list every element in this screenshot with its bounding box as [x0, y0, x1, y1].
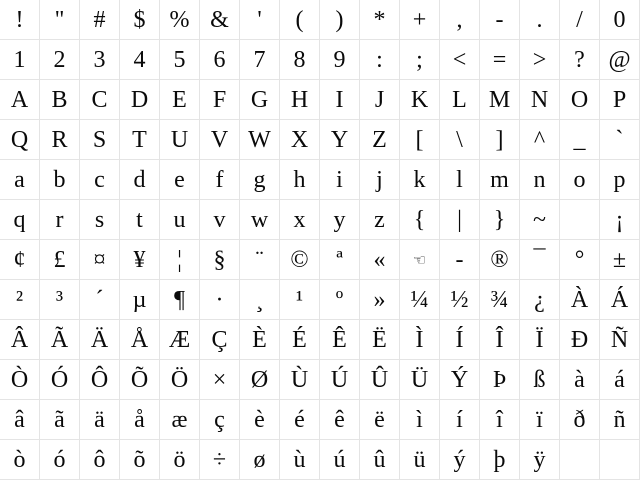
- glyph-cell[interactable]: d: [120, 160, 160, 200]
- glyph-cell[interactable]: â: [0, 400, 40, 440]
- glyph-cell[interactable]: º: [320, 280, 360, 320]
- glyph-cell[interactable]: ]: [480, 120, 520, 160]
- glyph-cell[interactable]: V: [200, 120, 240, 160]
- glyph-cell[interactable]: Ö: [160, 360, 200, 400]
- glyph-cell[interactable]: é: [280, 400, 320, 440]
- glyph-cell[interactable]: e: [160, 160, 200, 200]
- glyph-cell[interactable]: 7: [240, 40, 280, 80]
- glyph-cell[interactable]: Z: [360, 120, 400, 160]
- glyph-cell[interactable]: Ï: [520, 320, 560, 360]
- glyph-cell[interactable]: µ: [120, 280, 160, 320]
- glyph-cell[interactable]: H: [280, 80, 320, 120]
- glyph-cell[interactable]: G: [240, 80, 280, 120]
- glyph-cell[interactable]: I: [320, 80, 360, 120]
- glyph-cell[interactable]: ~: [520, 200, 560, 240]
- glyph-cell[interactable]: ¶: [160, 280, 200, 320]
- glyph-cell[interactable]: ½: [440, 280, 480, 320]
- glyph-cell[interactable]: þ: [480, 440, 520, 480]
- glyph-cell[interactable]: Ð: [560, 320, 600, 360]
- glyph-cell[interactable]: ó: [40, 440, 80, 480]
- glyph-cell[interactable]: ´: [80, 280, 120, 320]
- glyph-cell[interactable]: \: [440, 120, 480, 160]
- glyph-cell[interactable]: ¤: [80, 240, 120, 280]
- glyph-cell[interactable]: ¨: [240, 240, 280, 280]
- glyph-cell[interactable]: Å: [120, 320, 160, 360]
- glyph-cell[interactable]: ×: [200, 360, 240, 400]
- ornament-glyph-cell[interactable]: ☜: [400, 240, 440, 280]
- glyph-cell[interactable]: 6: [200, 40, 240, 80]
- glyph-cell[interactable]: /: [560, 0, 600, 40]
- glyph-cell[interactable]: Ú: [320, 360, 360, 400]
- glyph-cell[interactable]: ¸: [240, 280, 280, 320]
- glyph-cell[interactable]: <: [440, 40, 480, 80]
- glyph-cell[interactable]: i: [320, 160, 360, 200]
- glyph-cell[interactable]: @: [600, 40, 640, 80]
- glyph-cell[interactable]: B: [40, 80, 80, 120]
- glyph-cell[interactable]: k: [400, 160, 440, 200]
- glyph-cell[interactable]: ': [240, 0, 280, 40]
- glyph-cell[interactable]: ¡: [600, 200, 640, 240]
- glyph-cell[interactable]: .: [520, 0, 560, 40]
- glyph-cell[interactable]: q: [0, 200, 40, 240]
- glyph-cell[interactable]: t: [120, 200, 160, 240]
- glyph-cell[interactable]: 8: [280, 40, 320, 80]
- glyph-cell[interactable]: Õ: [120, 360, 160, 400]
- glyph-cell[interactable]: w: [240, 200, 280, 240]
- glyph-cell[interactable]: P: [600, 80, 640, 120]
- glyph-cell[interactable]: ±: [600, 240, 640, 280]
- glyph-cell[interactable]: O: [560, 80, 600, 120]
- glyph-cell[interactable]: Ó: [40, 360, 80, 400]
- glyph-cell[interactable]: ä: [80, 400, 120, 440]
- glyph-cell[interactable]: ú: [320, 440, 360, 480]
- glyph-cell[interactable]: ¦: [160, 240, 200, 280]
- glyph-cell[interactable]: Ý: [440, 360, 480, 400]
- glyph-cell[interactable]: ¢: [0, 240, 40, 280]
- glyph-cell[interactable]: S: [80, 120, 120, 160]
- glyph-cell[interactable]: ã: [40, 400, 80, 440]
- glyph-cell[interactable]: 3: [80, 40, 120, 80]
- empty-glyph-cell: [560, 440, 600, 480]
- glyph-cell[interactable]: ð: [560, 400, 600, 440]
- glyph-cell[interactable]: Ë: [360, 320, 400, 360]
- glyph-cell[interactable]: W: [240, 120, 280, 160]
- glyph-cell[interactable]: D: [120, 80, 160, 120]
- glyph-cell[interactable]: j: [360, 160, 400, 200]
- glyph-cell[interactable]: Î: [480, 320, 520, 360]
- glyph-cell[interactable]: ": [40, 0, 80, 40]
- glyph-cell[interactable]: s: [80, 200, 120, 240]
- glyph-cell[interactable]: ¼: [400, 280, 440, 320]
- glyph-cell[interactable]: ê: [320, 400, 360, 440]
- glyph-cell[interactable]: ¯: [520, 240, 560, 280]
- glyph-cell[interactable]: À: [560, 280, 600, 320]
- glyph-cell[interactable]: Ç: [200, 320, 240, 360]
- glyph-cell[interactable]: o: [560, 160, 600, 200]
- glyph-cell[interactable]: C: [80, 80, 120, 120]
- glyph-cell[interactable]: |: [440, 200, 480, 240]
- glyph-cell[interactable]: ?: [560, 40, 600, 80]
- glyph-cell[interactable]: n: [520, 160, 560, 200]
- glyph-cell[interactable]: `: [600, 120, 640, 160]
- glyph-cell[interactable]: }: [480, 200, 520, 240]
- glyph-cell[interactable]: a: [0, 160, 40, 200]
- glyph-cell[interactable]: Æ: [160, 320, 200, 360]
- glyph-cell[interactable]: $: [120, 0, 160, 40]
- glyph-cell[interactable]: ö: [160, 440, 200, 480]
- glyph-cell[interactable]: ¥: [120, 240, 160, 280]
- glyph-cell[interactable]: A: [0, 80, 40, 120]
- glyph-cell[interactable]: x: [280, 200, 320, 240]
- glyph-cell[interactable]: %: [160, 0, 200, 40]
- glyph-cell[interactable]: ò: [0, 440, 40, 480]
- glyph-cell[interactable]: {: [400, 200, 440, 240]
- glyph-cell[interactable]: 2: [40, 40, 80, 80]
- glyph-cell[interactable]: ù: [280, 440, 320, 480]
- glyph-cell[interactable]: b: [40, 160, 80, 200]
- glyph-cell[interactable]: ô: [80, 440, 120, 480]
- glyph-cell[interactable]: »: [360, 280, 400, 320]
- glyph-cell[interactable]: Ì: [400, 320, 440, 360]
- glyph-cell[interactable]: ^: [520, 120, 560, 160]
- glyph-cell[interactable]: J: [360, 80, 400, 120]
- glyph-cell[interactable]: K: [400, 80, 440, 120]
- glyph-cell[interactable]: ÷: [200, 440, 240, 480]
- empty-glyph-cell: [600, 440, 640, 480]
- glyph-cell[interactable]: f: [200, 160, 240, 200]
- glyph-cell[interactable]: U: [160, 120, 200, 160]
- glyph-cell[interactable]: ®: [480, 240, 520, 280]
- glyph-cell[interactable]: h: [280, 160, 320, 200]
- glyph-cell[interactable]: Á: [600, 280, 640, 320]
- glyph-cell[interactable]: v: [200, 200, 240, 240]
- glyph-cell[interactable]: ©: [280, 240, 320, 280]
- glyph-cell[interactable]: -: [480, 0, 520, 40]
- glyph-cell[interactable]: è: [240, 400, 280, 440]
- glyph-cell[interactable]: L: [440, 80, 480, 120]
- glyph-cell[interactable]: ß: [520, 360, 560, 400]
- glyph-cell[interactable]: ÿ: [520, 440, 560, 480]
- glyph-cell[interactable]: !: [0, 0, 40, 40]
- glyph-cell[interactable]: Þ: [480, 360, 520, 400]
- glyph-cell[interactable]: õ: [120, 440, 160, 480]
- glyph-cell[interactable]: :: [360, 40, 400, 80]
- empty-glyph-cell: [560, 200, 600, 240]
- glyph-cell[interactable]: R: [40, 120, 80, 160]
- glyph-cell[interactable]: æ: [160, 400, 200, 440]
- glyph-cell[interactable]: ¹: [280, 280, 320, 320]
- glyph-cell[interactable]: ³: [40, 280, 80, 320]
- glyph-cell[interactable]: 1: [0, 40, 40, 80]
- glyph-cell[interactable]: >: [520, 40, 560, 80]
- glyph-cell[interactable]: ;: [400, 40, 440, 80]
- glyph-cell[interactable]: ): [320, 0, 360, 40]
- glyph-cell[interactable]: «: [360, 240, 400, 280]
- glyph-cell[interactable]: Q: [0, 120, 40, 160]
- glyph-cell[interactable]: &: [200, 0, 240, 40]
- glyph-cell[interactable]: à: [560, 360, 600, 400]
- glyph-cell[interactable]: 9: [320, 40, 360, 80]
- glyph-cell[interactable]: á: [600, 360, 640, 400]
- glyph-cell[interactable]: E: [160, 80, 200, 120]
- glyph-cell[interactable]: Ù: [280, 360, 320, 400]
- glyph-cell[interactable]: M: [480, 80, 520, 120]
- glyph-cell[interactable]: Í: [440, 320, 480, 360]
- glyph-cell[interactable]: Ã: [40, 320, 80, 360]
- glyph-cell[interactable]: 5: [160, 40, 200, 80]
- glyph-cell[interactable]: ñ: [600, 400, 640, 440]
- glyph-cell[interactable]: í: [440, 400, 480, 440]
- glyph-cell[interactable]: ·: [200, 280, 240, 320]
- glyph-cell[interactable]: 4: [120, 40, 160, 80]
- glyph-cell[interactable]: ª: [320, 240, 360, 280]
- glyph-cell[interactable]: ü: [400, 440, 440, 480]
- glyph-cell[interactable]: =: [480, 40, 520, 80]
- glyph-cell[interactable]: ¿: [520, 280, 560, 320]
- glyph-cell[interactable]: È: [240, 320, 280, 360]
- glyph-cell[interactable]: ï: [520, 400, 560, 440]
- glyph-cell[interactable]: Ô: [80, 360, 120, 400]
- glyph-cell[interactable]: Â: [0, 320, 40, 360]
- glyph-cell[interactable]: _: [560, 120, 600, 160]
- glyph-cell[interactable]: g: [240, 160, 280, 200]
- glyph-cell[interactable]: î: [480, 400, 520, 440]
- glyph-cell[interactable]: É: [280, 320, 320, 360]
- glyph-cell[interactable]: Ä: [80, 320, 120, 360]
- glyph-cell[interactable]: ý: [440, 440, 480, 480]
- glyph-cell[interactable]: ø: [240, 440, 280, 480]
- glyph-cell[interactable]: Ò: [0, 360, 40, 400]
- glyph-cell[interactable]: X: [280, 120, 320, 160]
- glyph-cell[interactable]: (: [280, 0, 320, 40]
- glyph-cell[interactable]: ¾: [480, 280, 520, 320]
- glyph-cell[interactable]: +: [400, 0, 440, 40]
- glyph-cell[interactable]: u: [160, 200, 200, 240]
- glyph-cell[interactable]: l: [440, 160, 480, 200]
- glyph-cell[interactable]: §: [200, 240, 240, 280]
- glyph-cell[interactable]: ç: [200, 400, 240, 440]
- glyph-cell[interactable]: y: [320, 200, 360, 240]
- glyph-cell[interactable]: -: [440, 240, 480, 280]
- glyph-cell[interactable]: Û: [360, 360, 400, 400]
- glyph-cell[interactable]: #: [80, 0, 120, 40]
- glyph-cell[interactable]: p: [600, 160, 640, 200]
- glyph-cell[interactable]: °: [560, 240, 600, 280]
- glyph-cell[interactable]: 0: [600, 0, 640, 40]
- glyph-cell[interactable]: Ñ: [600, 320, 640, 360]
- glyph-cell[interactable]: r: [40, 200, 80, 240]
- glyph-cell[interactable]: [: [400, 120, 440, 160]
- glyph-cell[interactable]: N: [520, 80, 560, 120]
- glyph-cell[interactable]: z: [360, 200, 400, 240]
- glyph-cell[interactable]: ë: [360, 400, 400, 440]
- glyph-cell[interactable]: T: [120, 120, 160, 160]
- glyph-cell[interactable]: ,: [440, 0, 480, 40]
- glyph-cell[interactable]: £: [40, 240, 80, 280]
- glyph-cell[interactable]: Y: [320, 120, 360, 160]
- glyph-cell[interactable]: û: [360, 440, 400, 480]
- glyph-cell[interactable]: ²: [0, 280, 40, 320]
- glyph-cell[interactable]: c: [80, 160, 120, 200]
- glyph-cell[interactable]: Ê: [320, 320, 360, 360]
- glyph-cell[interactable]: Ø: [240, 360, 280, 400]
- glyph-cell[interactable]: å: [120, 400, 160, 440]
- glyph-cell[interactable]: m: [480, 160, 520, 200]
- glyph-cell[interactable]: F: [200, 80, 240, 120]
- glyph-cell[interactable]: Ü: [400, 360, 440, 400]
- glyph-cell[interactable]: *: [360, 0, 400, 40]
- glyph-cell[interactable]: ì: [400, 400, 440, 440]
